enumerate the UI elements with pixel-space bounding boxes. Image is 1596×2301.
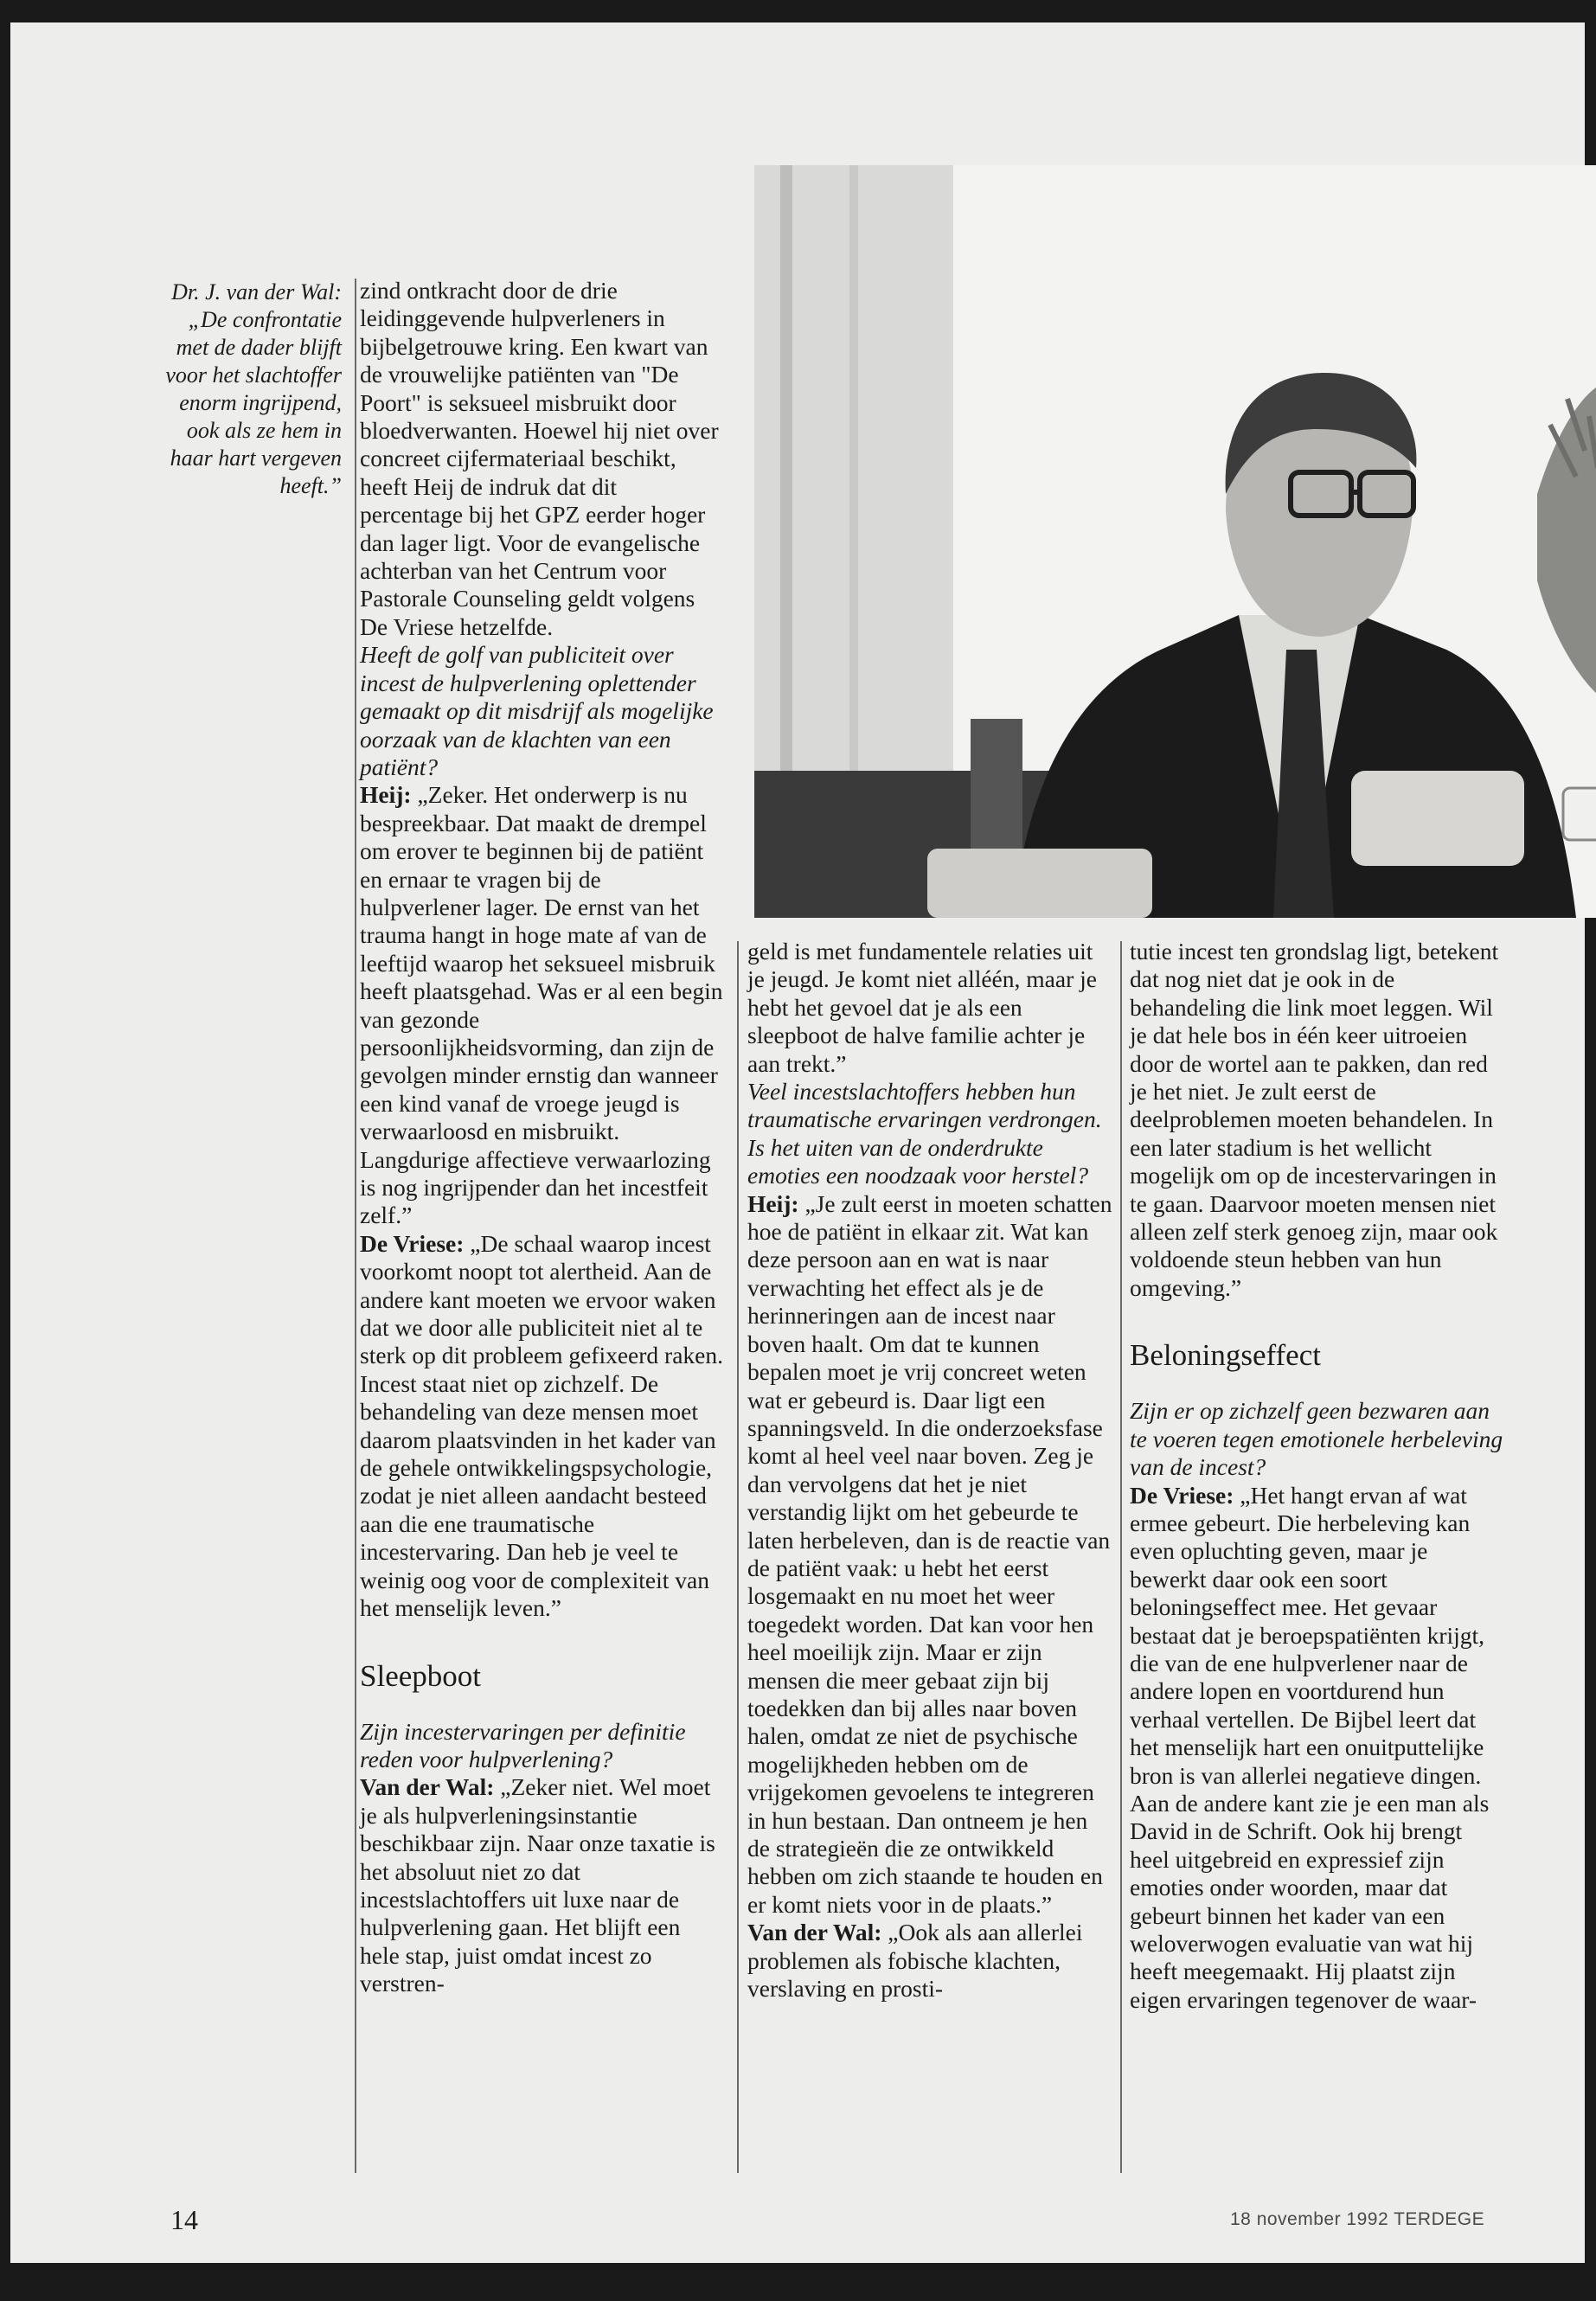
portrait-photo [754, 165, 1596, 918]
paragraph: Van der Wal: „Zeker niet. Wel moet je als hulpverleningsinstantie beschikbaar zijn. Naar onze taxatie is het absoluut niet zo dat incestslachtoffers uit luxe naar de hulpverlening gaan. Het blijft een hele stap, juist omdat incest zo verstren- [360, 1773, 715, 1997]
question: Zijn er op zichzelf geen bezwaren aan te voeren tegen emotionele herbeleving van de incest? [1130, 1397, 1503, 1481]
paragraph: De Vriese: „Het hangt ervan af wat ermee gebeurt. Die herbeleving kan even opluchting geven, maar je bewerkt daar ook een soort beloningseffect mee. Het gevaar bestaat dat je beroepspatiënten krijgt, die van de ene hulpverlener naar de andere lopen en voortdurend hun verhaal vertellen. De Bijbel leert dat het menselijk hart een onuitputtelijke bron is van allerlei negatieve dingen. Aan de andere kant zie je een man als David in de Schrift. Ook hij brengt heel uitgebreid en expressief zijn emoties onder woorden, maar dat gebeurt binnen het kader van een weloverwogen evaluatie van wat hij heeft meegemaakt. Hij plaatst zijn eigen ervaringen tegenover de waar- [1130, 1481, 1490, 2013]
article-column-2 [747, 938, 1112, 2003]
photo-caption: Dr. J. van der Wal: „De confrontatie met de dader blijft voor het slachtoffer enorm ingrijpend, ook als ze hem in haar hart vergeven heeft.” [165, 279, 342, 498]
article-column-1 [360, 277, 723, 1998]
section-heading: Sleepboot [360, 1658, 481, 1693]
column-rule-2 [737, 941, 739, 2173]
question: Heeft de golf van publiciteit over incest de hulpverlening oplettender gemaakt op dit misdrijf als mogelijke oorzaak van de klachten van een patiënt? [360, 641, 714, 780]
speaker: Van der Wal: [360, 1773, 495, 1801]
speaker: De Vriese: [360, 1229, 465, 1257]
paragraph: Heij: „Zeker. Het onderwerp is nu bespreekbaar. Dat maakt de drempel om erover te beginnen bij de patiënt en ernaar te vragen bij de hulpverlener lager. De ernst van het trauma hangt in hoge mate af van de leeftijd waarop het seksueel misbruik heeft plaatsgehad. Was er al een begin van gezonde persoonlijkheidsvorming, dan zijn de gevolgen minder ernstig dan wanneer een kind vanaf de vroege jeugd is verwaarloosd en misbruikt. Langdurige affectieve verwaarlozing is nog ingrijpender dan het incestfeit zelf.” [360, 781, 723, 1229]
section-heading: Beloningseffect [1130, 1338, 1321, 1373]
question: Zijn incestervaringen per definitie reden voor hulpverlening? [360, 1717, 686, 1772]
speaker: De Vriese: [1130, 1481, 1234, 1509]
paragraph: Heij: „Je zult eerst in moeten schatten hoe de patiënt in elkaar zit. Wat kan deze persoon aan en wat is naar verwachting het effect als je de herinneringen aan de incest naar boven haalt. Om dat te kunnen bepalen moet je vrij concreet weten wat er gebeurd is. Daar ligt een spanningsveld. In die onderzoeksfase komt al heel veel naar boven. Zeg je dan vervolgens dat het je niet verstandig lijkt om het gebeurde te laten herbeleven, dan is de reactie van de patiënt vaak: u hebt het eerst losgemaakt en nu moet het weer toegedekt worden. Dat kan voor hen heel moeilijk zijn. Maar er zijn mensen die meer gebaat zijn bij toedekken dan bij alles naar boven halen, omdat ze niet de psychische mogelijkheden hebben om de vrijgekomen gevoelens te integreren in hun bestaan. Dan ontneem je hen de strategieën die ze ontwikkeld hebben om zich staande te houden en er komt niets voor in de plaats.” [747, 1189, 1112, 1918]
page-number: 14 [170, 2204, 198, 2235]
paragraph: tutie incest ten grondslag ligt, betekent dat nog niet dat je ook in de behandeling die link moet leggen. Wil je dat hele bos in één keer uitroeien door de wortel aan te pakken, dan red je het niet. Je zult eerst de deelproblemen moeten behandelen. In een later stadium is het wellicht mogelijk om op de incestervaringen in te gaan. Daarvoor moeten mensen niet alleen zelf sterk genoeg zijn, maar ook voldoende steun hebben van hun omgeving.” [1130, 938, 1499, 1301]
paragraph: De Vriese: „De schaal waarop incest voorkomt noopt tot alertheid. Aan de andere kant moeten we ervoor waken dat we door alle publiciteit niet al te sterk op dit probleem gefixeerd raken. Incest staat niet op zichzelf. De behandeling van deze mensen moet daarom plaatsvinden in het kader van de gehele ontwikkelingspsychologie, zodat je niet alleen aandacht besteed aan die ene traumatische incestervaring. Dan heb je veel te weinig oog voor de complexiteit van het menselijk leven.” [360, 1229, 723, 1622]
article-column-3 [1130, 938, 1503, 2014]
magazine-page [10, 22, 1585, 2263]
speaker: Heij: [360, 781, 412, 809]
man-in-suit-illustration [754, 165, 1596, 918]
paragraph: zind ontkracht door de drie leidinggevende hulpverleners in bijbelgetrouwe kring. Een kwart van de vrouwelijke patiënten van "De Poort" is seksueel misbruikt door bloedverwanten. Hoewel hij niet over concreet cijfermateriaal beschikt, heeft Heij de indruk dat dit percentage bij het GPZ eerder hoger dan lager ligt. Voor de evangelische achterban van het Centrum voor Pastorale Counseling geldt volgens De Vriese hetzelfde. [360, 277, 719, 640]
issue-date: 18 november 1992 TERDEGE [1230, 2209, 1485, 2229]
speaker: Van der Wal: [747, 1919, 882, 1946]
paragraph: geld is met fundamentele relaties uit je jeugd. Je komt niet alléén, maar je hebt het gevoel dat je als een sleepboot de halve familie achter je aan trekt.” [747, 938, 1097, 1077]
paragraph: Van der Wal: „Ook als aan allerlei problemen als fobische klachten, verslaving en prosti- [747, 1919, 1083, 2003]
question: Veel incestslachtoffers hebben hun traumatische ervaringen verdrongen. Is het uiten van de onderdrukte emoties een noodzaak voor herstel? [747, 1078, 1102, 1189]
column-rule-1 [355, 279, 356, 2173]
speaker: Heij: [747, 1189, 799, 1217]
column-rule-3 [1120, 941, 1122, 2173]
